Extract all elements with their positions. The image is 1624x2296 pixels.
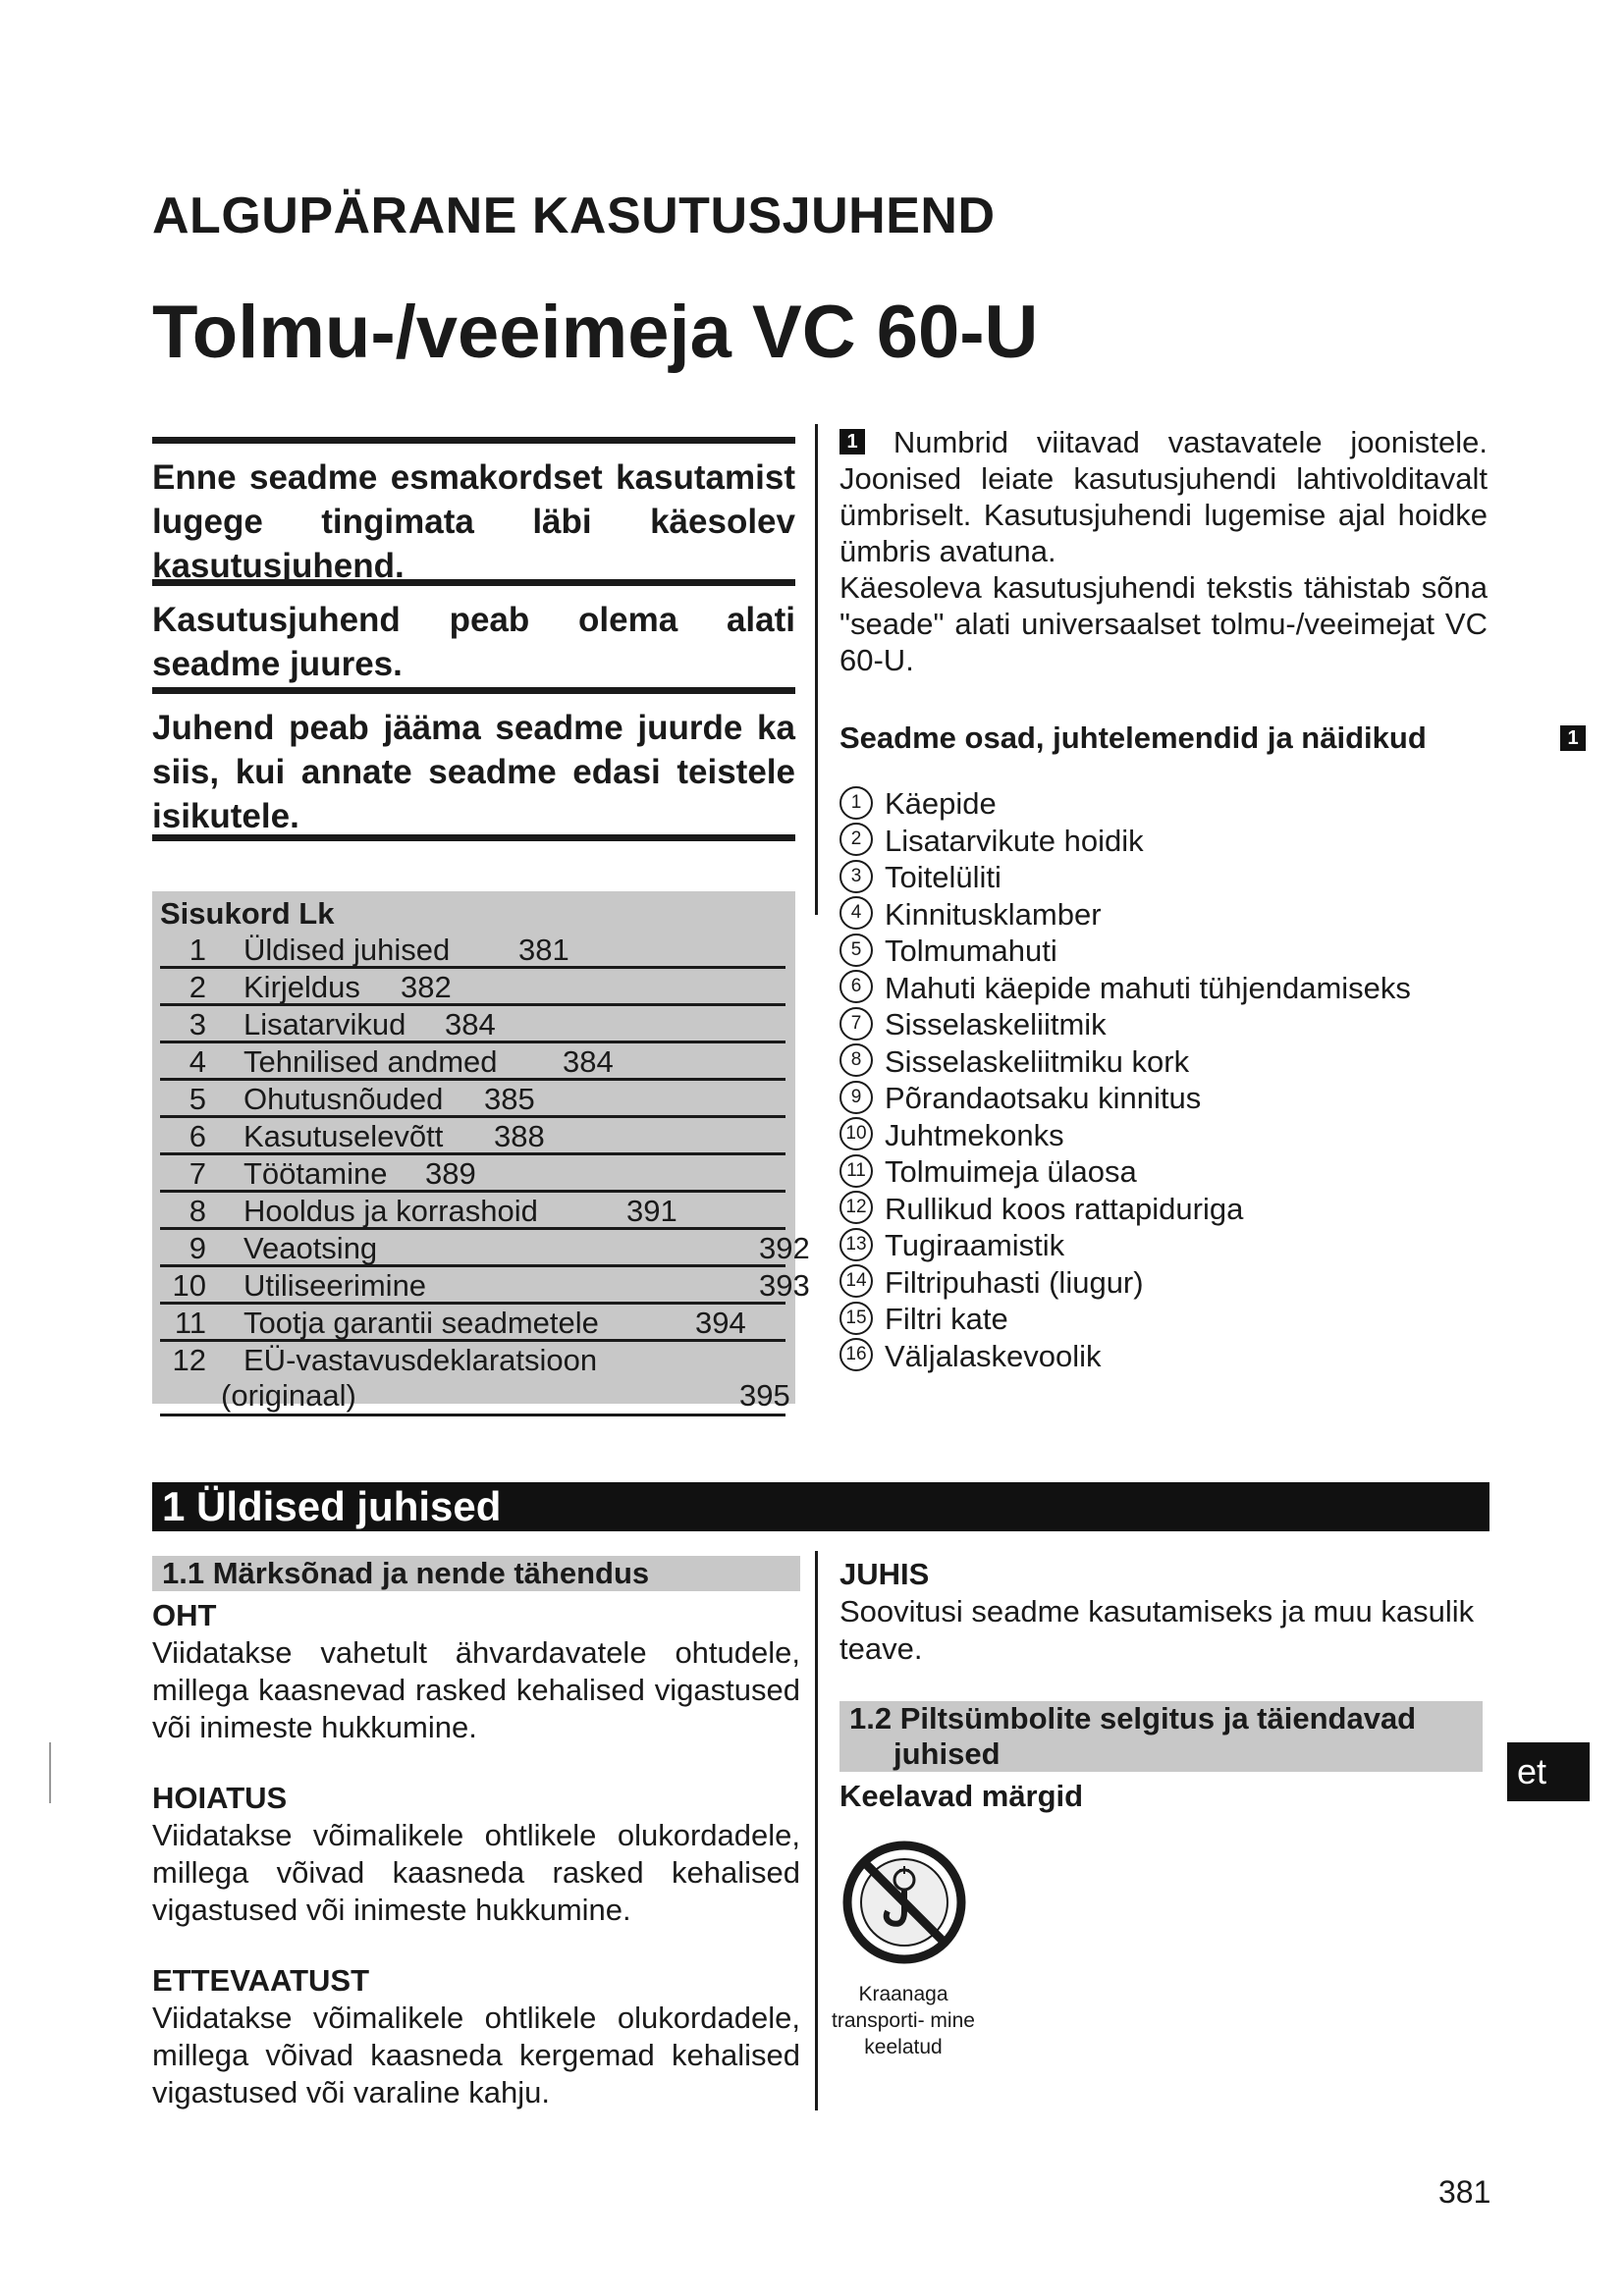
list-item <box>839 859 1497 896</box>
item-number: 3 <box>839 860 873 893</box>
ettevaatust-text: Viidatakse võimalikele ohtlikele olukordadele, millega võivad kaasneda kergemad kehalised vigastused või varaline kahju. <box>152 2001 800 2109</box>
toc-label: Hooldus ja korrashoid <box>244 1194 538 1228</box>
figure-ref-badge: 1 <box>839 429 865 454</box>
prohibition-signs-heading: Keelavad märgid <box>839 1779 1084 1813</box>
toc-heading: Sisukord Lk <box>160 896 335 931</box>
item-number: 16 <box>839 1338 873 1371</box>
warning-divider <box>152 834 795 841</box>
column-divider-top <box>815 424 818 915</box>
item-label: Lisatarvikute hoidik <box>885 823 1144 858</box>
column-divider-bottom <box>815 1551 818 2110</box>
warning-read-manual: Enne seadme esmakordset kasutamist lugege tingimata läbi käesolev kasutusjuhend. <box>152 437 795 588</box>
toc-page: 393 <box>759 1268 810 1303</box>
parts-heading-label: Seadme osad, juhtelemendid ja näidikud <box>839 721 1427 755</box>
toc-row[interactable] <box>160 1082 785 1118</box>
oht-heading: OHT <box>152 1598 217 1632</box>
item-number: 8 <box>839 1043 873 1077</box>
item-label: Rullikud koos rattapiduriga <box>885 1191 1244 1226</box>
no-crane-transport-icon <box>842 1841 966 1964</box>
toc-number: 10 <box>172 1268 206 1303</box>
list-item <box>839 785 1497 823</box>
toc-page: 389 <box>425 1156 476 1191</box>
ettevaatust-heading: ETTEVAATUST <box>152 1963 370 1998</box>
toc-number: 4 <box>189 1044 206 1079</box>
item-number: 15 <box>839 1302 873 1335</box>
item-number: 1 <box>839 786 873 820</box>
item-label: Põrandaotsaku kinnitus <box>885 1081 1202 1115</box>
intro-line-2: Käesoleva kasutusjuhendi tekstis tähistab sõna "seade" alati universaalset tolmu-/veeimejat VC 60-U. <box>839 570 1488 677</box>
section-heading-bar <box>152 1482 1489 1531</box>
toc-label: EÜ-vastavusdeklaratsioon <box>244 1343 598 1377</box>
toc-page: 388 <box>494 1119 545 1153</box>
item-label: Juhtmekonks <box>885 1117 1064 1152</box>
subsection-heading: 1.2 Piltsümbolite selgitus ja täiendavad juhised <box>839 1701 1483 1772</box>
toc-label: Lisatarvikud <box>244 1007 406 1041</box>
item-number: 11 <box>839 1154 873 1188</box>
warning-pass-manual: Juhend peab jääma seadme juurde ka siis, kui annate seadme edasi teistele isikutele. <box>152 687 795 838</box>
list-item <box>839 933 1497 970</box>
juhis-text: Soovitusi seadme kasutamiseks ja muu kasulik teave. <box>839 1594 1475 1666</box>
toc-number: 11 <box>174 1306 206 1340</box>
toc-label: Tehnilised andmed <box>244 1044 498 1079</box>
toc-row[interactable] <box>160 1044 785 1081</box>
toc-row[interactable] <box>160 1156 785 1193</box>
item-number: 14 <box>839 1264 873 1298</box>
symbol-caption: Kraanaga transporti- mine keelatud <box>832 1983 975 2058</box>
item-label: Tugiraamistik <box>885 1228 1065 1262</box>
toc-row[interactable] <box>160 1306 785 1342</box>
item-label: Filtripuhasti (liugur) <box>885 1264 1144 1300</box>
item-number: 6 <box>839 970 873 1003</box>
toc-label: Ohutusnõuded <box>244 1082 444 1116</box>
toc-number: 12 <box>172 1343 206 1377</box>
toc-page: 395 <box>739 1378 790 1413</box>
toc-page: 384 <box>563 1044 614 1079</box>
item-number: 2 <box>839 823 873 856</box>
item-label: Toitelüliti <box>885 860 1001 894</box>
list-item <box>839 970 1497 1007</box>
list-item <box>839 1227 1497 1264</box>
intro-line-1: Numbrid viitavad vastavatele joonistele. Joonised leiate kasutusjuhendi lahtivolditavalt ümbriselt. Kasutusjuhendi lugemise ajal hoidke ümbris avatuna. <box>839 425 1488 568</box>
item-label: Mahuti käepide mahuti tühjendamiseks <box>885 970 1411 1005</box>
toc-page: 391 <box>626 1194 677 1228</box>
figure-ref-badge: 1 <box>1560 725 1586 751</box>
toc-page: 392 <box>759 1231 810 1265</box>
intro-text <box>839 424 1488 678</box>
toc-page: 394 <box>695 1306 746 1340</box>
hoiatus-text: Viidatakse võimalikele ohtlikele olukordadele, millega võivad kaasneda rasked kehalised vigastused või inimeste hukkumine. <box>152 1818 800 1927</box>
list-item <box>839 1080 1497 1117</box>
item-label: Tolmuimeja ülaosa <box>885 1154 1137 1189</box>
section-title: 1 Üldised juhised <box>162 1483 502 1529</box>
list-item <box>839 823 1497 860</box>
list-item <box>839 1006 1497 1043</box>
juhis-heading: JUHIS <box>839 1557 930 1591</box>
parts-list <box>839 785 1497 1374</box>
list-item <box>839 1264 1497 1302</box>
warning-keep-manual: Kasutusjuhend peab olema alati seadme juures. <box>152 579 795 686</box>
toc-row[interactable] <box>160 1268 810 1305</box>
toc-number: 7 <box>189 1156 206 1191</box>
toc-label: Töötamine <box>244 1156 388 1191</box>
parts-heading <box>839 720 1586 757</box>
toc-row[interactable] <box>160 1194 785 1230</box>
toc-number: 1 <box>189 933 206 967</box>
item-label: Käepide <box>885 786 997 821</box>
toc-row[interactable] <box>160 1343 790 1416</box>
toc-number: 3 <box>189 1007 206 1041</box>
toc-number: 6 <box>189 1119 206 1153</box>
document-kicker: ALGUPÄRANE KASUTUSJUHEND <box>152 187 996 244</box>
item-number: 7 <box>839 1007 873 1041</box>
toc-row[interactable] <box>160 970 785 1006</box>
toc-row[interactable] <box>160 1007 785 1043</box>
table-of-contents <box>152 891 810 1413</box>
item-number: 12 <box>839 1191 873 1224</box>
list-item <box>839 1117 1497 1154</box>
toc-label: Veaotsing <box>244 1231 378 1265</box>
item-label: Sisselaskeliitmiku kork <box>885 1043 1190 1079</box>
page-number: 381 <box>1438 2174 1491 2210</box>
margin-mark <box>49 1742 51 1803</box>
toc-number: 8 <box>189 1194 206 1228</box>
hoiatus-heading: HOIATUS <box>152 1781 288 1815</box>
toc-label: Üldised juhised <box>244 933 451 967</box>
list-item <box>839 896 1497 934</box>
toc-number: 5 <box>189 1082 206 1116</box>
item-number: 10 <box>839 1117 873 1150</box>
notes-column <box>839 1556 1488 1815</box>
toc-page: 385 <box>484 1082 535 1116</box>
list-item <box>839 1338 1497 1375</box>
toc-row[interactable] <box>160 1231 810 1267</box>
item-number: 9 <box>839 1081 873 1114</box>
oht-text: Viidatakse vahetult ähvardavatele ohtudele, millega kaasnevad rasked kehalised vigastused või inimeste hukkumine. <box>152 1635 800 1744</box>
toc-label: Kirjeldus <box>244 970 360 1004</box>
item-number: 4 <box>839 896 873 930</box>
toc-number: 2 <box>189 970 206 1004</box>
toc-page: 382 <box>401 970 452 1004</box>
list-item <box>839 1043 1497 1081</box>
list-item <box>839 1153 1497 1191</box>
toc-number: 9 <box>189 1231 206 1265</box>
item-label: Kinnitusklamber <box>885 896 1102 932</box>
toc-page: 384 <box>445 1007 496 1041</box>
item-number: 5 <box>839 934 873 967</box>
language-tab[interactable]: et <box>1507 1742 1590 1801</box>
toc-label: Kasutuselevõtt <box>244 1119 444 1153</box>
toc-label-continued: (originaal) <box>221 1378 356 1413</box>
list-item <box>839 1191 1497 1228</box>
subsection-heading: 1.1 Märksõnad ja nende tähendus <box>152 1556 800 1591</box>
toc-label: Utiliseerimine <box>244 1268 427 1303</box>
item-label: Väljalaskevoolik <box>885 1338 1102 1373</box>
toc-label: Tootja garantii seadmetele <box>244 1306 599 1340</box>
toc-row[interactable] <box>160 933 785 969</box>
page-title: Tolmu-/veeimeja VC 60-U <box>152 291 1039 374</box>
item-label: Filtri kate <box>885 1302 1008 1336</box>
item-label: Tolmumahuti <box>885 934 1057 968</box>
list-item <box>839 1301 1497 1338</box>
toc-page: 381 <box>518 933 569 967</box>
toc-row[interactable] <box>160 1119 785 1155</box>
signal-words-column <box>152 1556 800 2111</box>
item-number: 13 <box>839 1228 873 1261</box>
item-label: Sisselaskeliitmik <box>885 1007 1107 1041</box>
